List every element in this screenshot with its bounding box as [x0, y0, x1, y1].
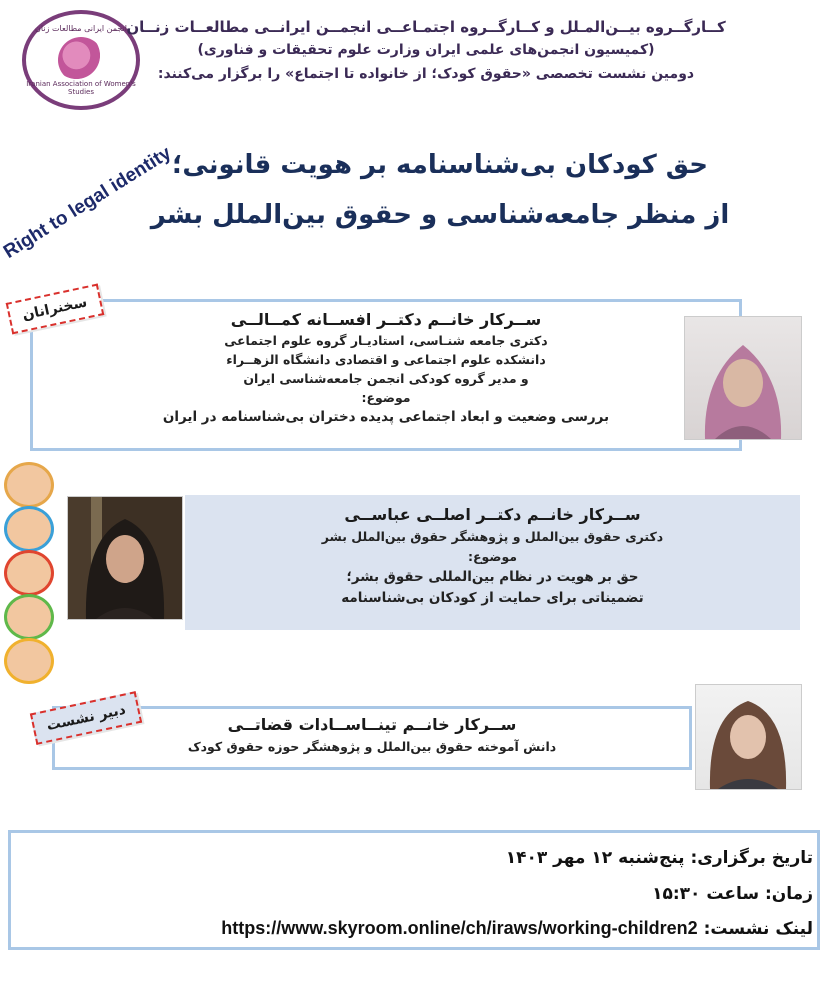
speaker-2-topic-2: تضمیناتی برای حمایت از کودکان بی‌شناسنامه [341, 590, 644, 606]
speaker-2-card [185, 495, 800, 630]
speaker-1-name: ســرکار خانــم دکتــر افســانه کمــالــی [230, 310, 542, 329]
speaker-2-name: ســرکار خانــم دکتــر اصلــی عباســی [344, 505, 641, 524]
logo-top-text: انجمن ایرانی مطالعات زنان [35, 24, 127, 33]
event-date: تاریخ برگزاری: پنج‌شنبه ۱۲ مهر ۱۴۰۳ [505, 848, 813, 868]
speaker-2-topic-1: حق بر هویت در نظام بین‌المللی حقوق بشر؛ [346, 569, 639, 585]
moderator-line-1: دانش آموخته حقوق بین‌الملل و پژوهشگر حوزه حقوق کودک [187, 739, 557, 754]
moderator-name: ســرکار خانــم تینــاســادات قضاتــی [227, 715, 517, 734]
event-link-url[interactable]: https://www.skyroom.online/ch/iraws/working-children2 [221, 918, 698, 938]
event-link-row [205, 918, 813, 939]
logo-mark-icon [58, 37, 104, 83]
children-illustration [0, 462, 58, 690]
speaker-1-photo [684, 316, 802, 440]
speaker-2-photo [67, 496, 183, 620]
event-title-line-2: از منظر جامعه‌شناسی و حقوق بین‌الملل بشر [150, 200, 730, 230]
rotated-english-label: Right to legal identity [0, 142, 175, 263]
speaker-1-topic-label: موضوع: [361, 390, 411, 405]
speaker-2-topic-label: موضوع: [467, 549, 518, 564]
moderator-tag: دبیر نشست [30, 691, 143, 745]
speaker-1-line-1: دکتری جامعه شنـاسی، استادیـار گروه علوم اجتماعی [224, 333, 548, 348]
speaker-2-line-1: دکتری حقوق بین‌الملل و پژوهشگر حقوق بین‌الملل بشر [321, 529, 664, 544]
header-line-1: کــارگــروه بیــن‌المـلل و کــارگــروه اجتمـاعــی انجمــن ایرانــی مطالعــات زنــان [126, 18, 726, 36]
speakers-tag: سخنرانان [6, 284, 104, 335]
event-link-label: لینک نشست: [703, 919, 813, 939]
moderator-card [52, 706, 692, 770]
header-line-3: دومین نشست تخصصی «حقوق کودک؛ از خانواده تا اجتماع» را برگزار می‌کنند: [157, 66, 695, 82]
event-title-line-1: حق کودکان بی‌شناسنامه بر هویت قانونی؛ [172, 150, 708, 180]
speaker-1-line-3: و مدیر گروه کودکی انجمن جامعه‌شناسی ایران [243, 371, 529, 386]
speaker-1-topic: بررسی وضعیت و ابعاد اجتماعی پدیده دختران بی‌شناسنامه در ایران [162, 409, 610, 425]
speaker-1-line-2: دانشکده علوم اجتماعی و اقتصادی دانشگاه الزهــراء [226, 352, 546, 367]
moderator-photo [695, 684, 802, 790]
logo-bottom-text: Iranian Association of Women's Studies [26, 80, 136, 96]
event-time: زمان: ساعت ۱۵:۳۰ [652, 884, 813, 904]
header-line-2: (کمیسیون انجمن‌های علمی ایران وزارت علوم تحقیقات و فناوری) [197, 42, 655, 58]
speaker-1-card [30, 299, 742, 451]
